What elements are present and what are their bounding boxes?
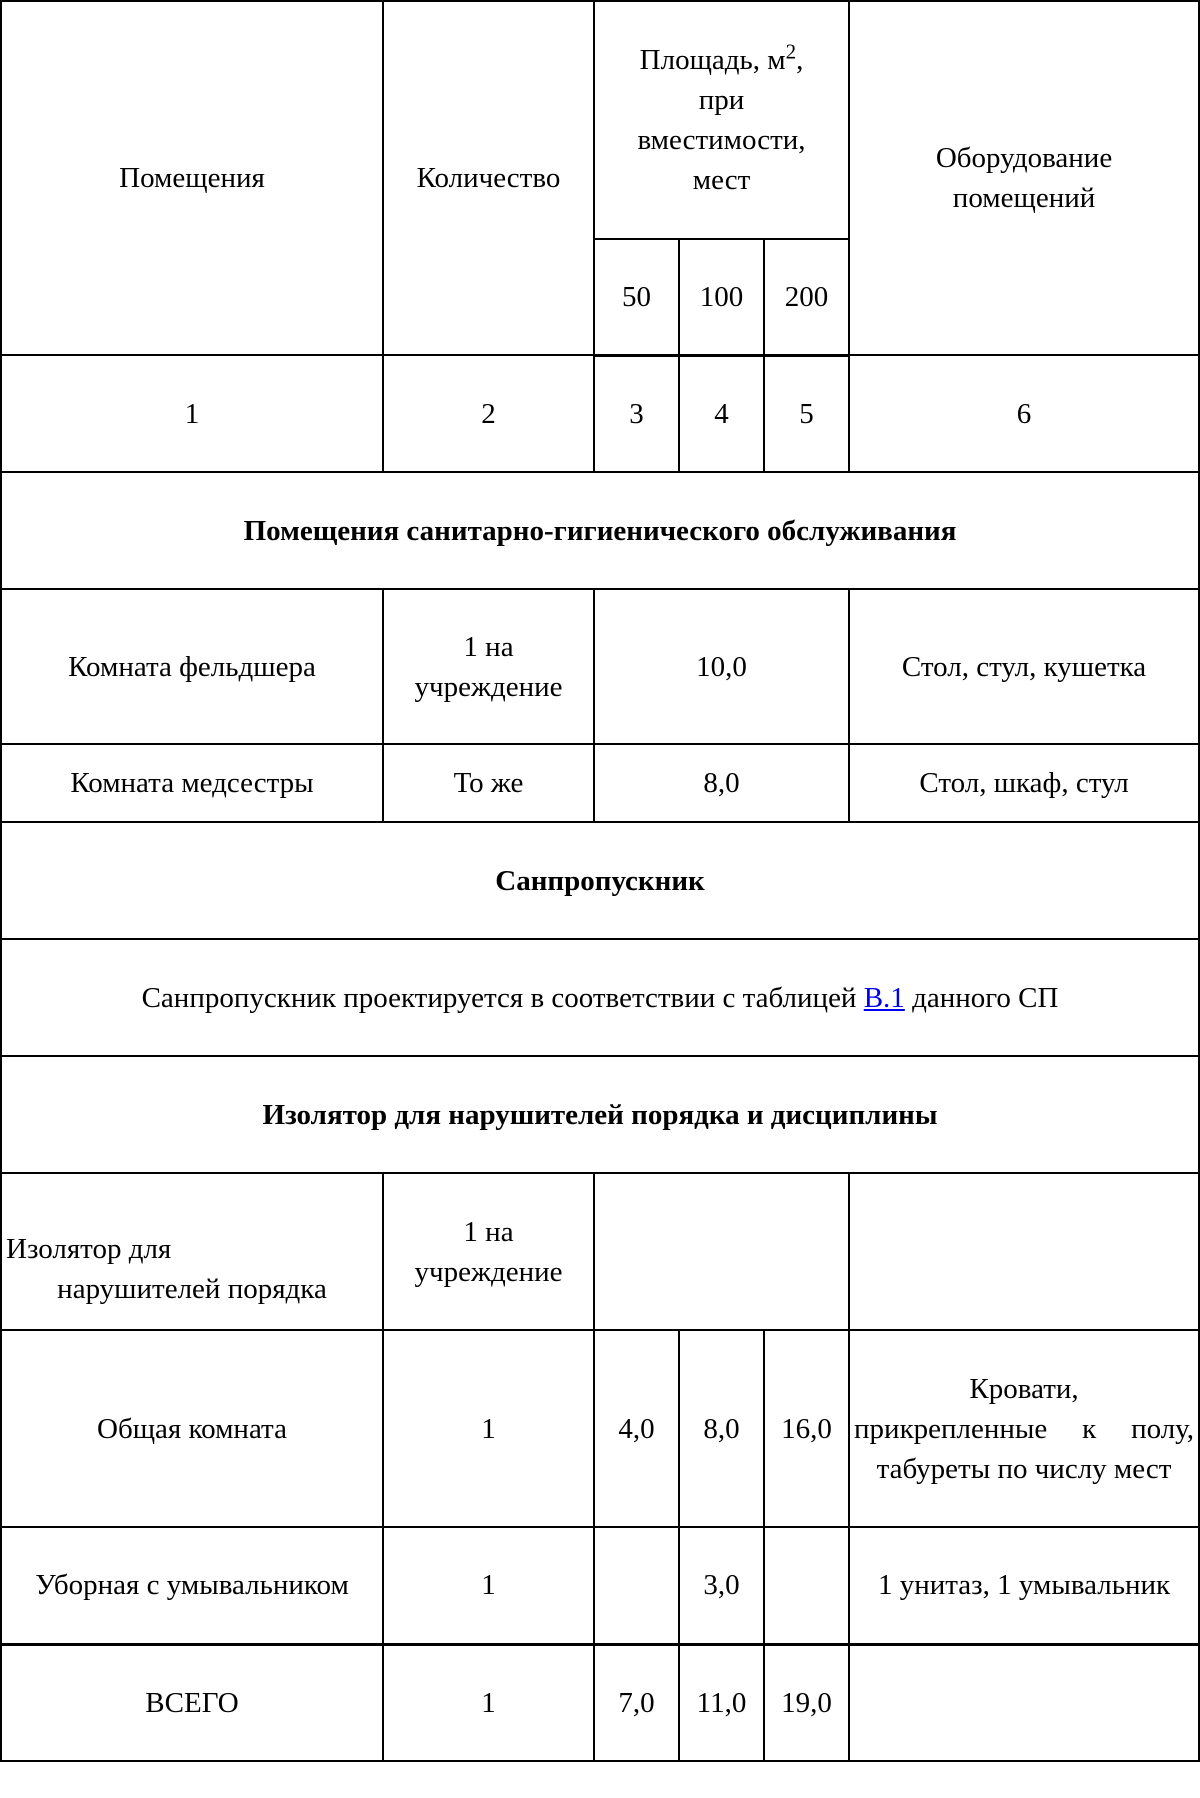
table-row-feldsher — [1, 589, 1199, 744]
section-title: Санпропускник — [1, 822, 1199, 939]
header-capacity-200: 200 — [764, 239, 849, 355]
room-area-200: 19,0 — [764, 1644, 849, 1761]
room-area-100: 8,0 — [679, 1330, 764, 1527]
room-equipment: Стол, стул, кушетка — [849, 589, 1199, 744]
room-name: Изолятор для нарушителей порядка — [1, 1173, 383, 1330]
room-area-50: 4,0 — [594, 1330, 679, 1527]
room-equipment — [849, 1173, 1199, 1330]
table-row-common-room — [1, 1330, 1199, 1527]
header-area: Площадь, $м^2$, при вместимости, мест — [594, 1, 849, 239]
column-number: 2 — [383, 355, 594, 472]
room-quantity: 1 — [383, 1330, 594, 1527]
room-area-100: 11,0 — [679, 1644, 764, 1761]
room-name: Комната фельдшера — [1, 589, 383, 744]
room-name: Комната медсестры — [1, 744, 383, 822]
header-equipment: Оборудование помещений — [849, 1, 1199, 355]
room-equipment: Кровати, прикрепленные к полу, табуреты по числу мест — [849, 1330, 1199, 1527]
section-row-sanpropusk — [1, 822, 1199, 939]
sanpropusk-note: Санпропускник проектируется в соответствии с таблицей В.1 данного СП — [1, 939, 1199, 1056]
room-equipment: Стол, шкаф, стул — [849, 744, 1199, 822]
table-row-sanpropusk-note — [1, 939, 1199, 1056]
room-area-200: 16,0 — [764, 1330, 849, 1527]
table-row-toilet — [1, 1527, 1199, 1644]
room-name: Общая комната — [1, 1330, 383, 1527]
room-area-200 — [764, 1527, 849, 1644]
room-equipment: 1 унитаз, 1 умывальник — [849, 1527, 1199, 1644]
room-quantity: То же — [383, 744, 594, 822]
table-header-row — [1, 1, 1199, 239]
room-quantity: 1 — [383, 1644, 594, 1761]
table-row-nurse — [1, 744, 1199, 822]
section-title: Помещения санитарно-гигиенического обслуживания — [1, 472, 1199, 589]
header-capacity-50: 50 — [594, 239, 679, 355]
room-area: 8,0 — [594, 744, 849, 822]
room-quantity: 1 на учреждение — [383, 589, 594, 744]
table-row-isolator — [1, 1173, 1199, 1330]
section-row-sanitary — [1, 472, 1199, 589]
header-quantity: Количество — [383, 1, 594, 355]
header-rooms: Помещения — [1, 1, 383, 355]
column-number: 6 — [849, 355, 1199, 472]
room-name: Уборная с умывальником — [1, 1527, 383, 1644]
column-numbers-row — [1, 355, 1199, 472]
table-row-total — [1, 1644, 1199, 1761]
room-equipment — [849, 1644, 1199, 1761]
room-quantity: 1 на учреждение — [383, 1173, 594, 1330]
room-name: ВСЕГО — [1, 1644, 383, 1761]
column-number: 4 — [679, 355, 764, 472]
table-b1-link[interactable]: В.1 — [863, 981, 905, 1014]
column-number: 1 — [1, 355, 383, 472]
room-area-50: 7,0 — [594, 1644, 679, 1761]
column-number: 5 — [764, 355, 849, 472]
column-number: 3 — [594, 355, 679, 472]
room-area-100: 3,0 — [679, 1527, 764, 1644]
room-area-50 — [594, 1527, 679, 1644]
section-title: Изолятор для нарушителей порядка и дисциплины — [1, 1056, 1199, 1173]
room-area — [594, 1173, 849, 1330]
room-quantity: 1 — [383, 1527, 594, 1644]
section-row-isolator — [1, 1056, 1199, 1173]
room-area: 10,0 — [594, 589, 849, 744]
header-capacity-100: 100 — [679, 239, 764, 355]
